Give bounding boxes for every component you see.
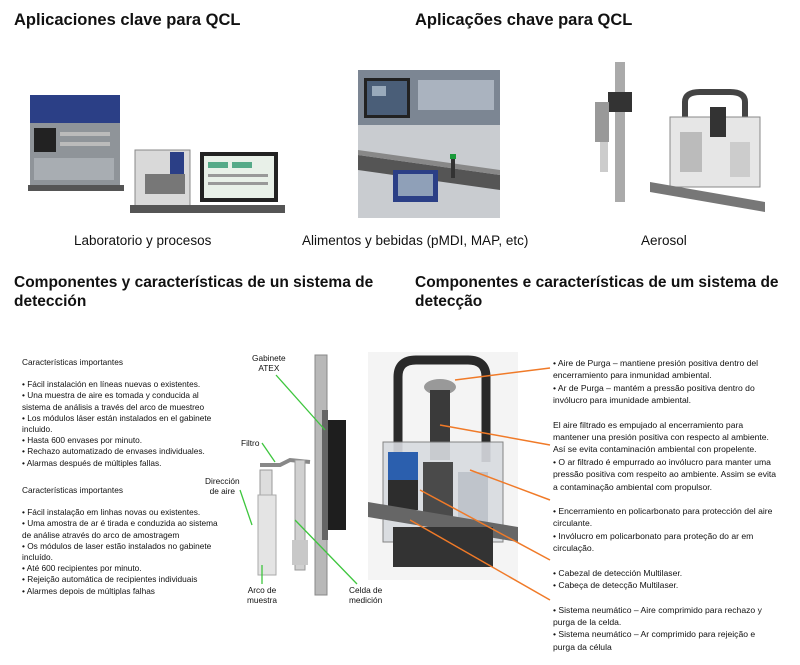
list-item: • Até 600 recipientes por minuto. xyxy=(22,563,142,574)
list-item: • Uma amostra de ar é tirada e conduzida ao sistema xyxy=(22,518,218,529)
block-purge-air: • Aire de Purga – mantiene presión positiva dentro del encerramiento para inmunidad ambiental. • Ar de Purga – mantém a pressão positiva dentro do invólucro para imunidade ambiental. xyxy=(553,358,759,406)
block-enclosure: • Encerramiento en policarbonato para protección del aire circulante. • Invólucro em policarbonato para proteção do ar em circulação. xyxy=(553,506,773,554)
callout-gabinete: Gabinete ATEX xyxy=(252,353,286,373)
heading-bottom-pt: Componentes e características de um sistema de detecção xyxy=(415,274,779,310)
list-item: incluido. xyxy=(22,424,53,435)
list-item: • Fácil instalação em linhas novas ou existentes. xyxy=(22,507,201,518)
list-item: incluído. xyxy=(22,552,53,563)
heading-top-pt: Aplicações chave para QCL xyxy=(415,11,633,29)
caption-aerosol: Aerosol xyxy=(641,233,687,248)
heading-bottom-es: Componentes y características de un sistema de detección xyxy=(14,274,374,310)
callout-celda: Celda de medición xyxy=(349,585,383,605)
list-item: • Fácil instalación en líneas nuevas o existentes. xyxy=(22,379,201,390)
caption-lab: Laboratorio y procesos xyxy=(74,233,212,248)
list-item: • Rejeição automática de recipientes individuais xyxy=(22,574,198,585)
caption-food: Alimentos y bebidas (pMDI, MAP, etc) xyxy=(302,233,529,248)
list-item: sistema de análisis a través del arco de muestreo xyxy=(22,401,205,412)
components-description xyxy=(553,357,799,665)
block-detection-head: • Cabezal de detección Multilaser. • Cabeça de detecção Multilaser. xyxy=(553,567,683,591)
list-item: • Alarmas después de múltiples fallas. xyxy=(22,457,162,468)
block-filtered-air: El aire filtrado es empujado al encerramiento para mantener una presión positiva con respecto al ambiente. Así se evita contaminación ambiental con propelente. • O ar filtrado é empurrado ao invólucro para manter uma pressão positiva com respeito ao ambiente. Assim se evita a contaminação ambiental com propulsor. xyxy=(553,419,777,492)
list-item: • Una muestra de aire es tomada y conducida al xyxy=(22,390,199,401)
list-item: • Os módulos de laser estão instalados no gabinete xyxy=(22,540,212,551)
list-item: de análise através do arco de amostragem xyxy=(22,529,180,540)
features-es-title: Características importantes xyxy=(22,357,123,367)
callout-direccion: Dirección de aire xyxy=(205,476,240,496)
features-pt-title: Características importantes xyxy=(22,485,123,495)
list-item: • Los módulos láser están instalados en el gabinete xyxy=(22,412,212,423)
list-item: • Rechazo automatizado de envases individuales. xyxy=(22,446,205,457)
callout-arco: Arco de muestra xyxy=(247,585,277,605)
callout-filtro: Filtro xyxy=(241,438,260,448)
heading-top-es: Aplicaciones clave para QCL xyxy=(14,11,241,29)
list-item: • Hasta 600 envases por minuto. xyxy=(22,435,143,446)
list-item: • Alarmes depois de múltiplas falhas xyxy=(22,585,155,596)
block-pneumatic: • Sistema neumático – Aire comprimido para rechazo y purga de la celda. • Sistema neumático – Ar comprimido para rejeição e purga da célula xyxy=(553,604,762,652)
